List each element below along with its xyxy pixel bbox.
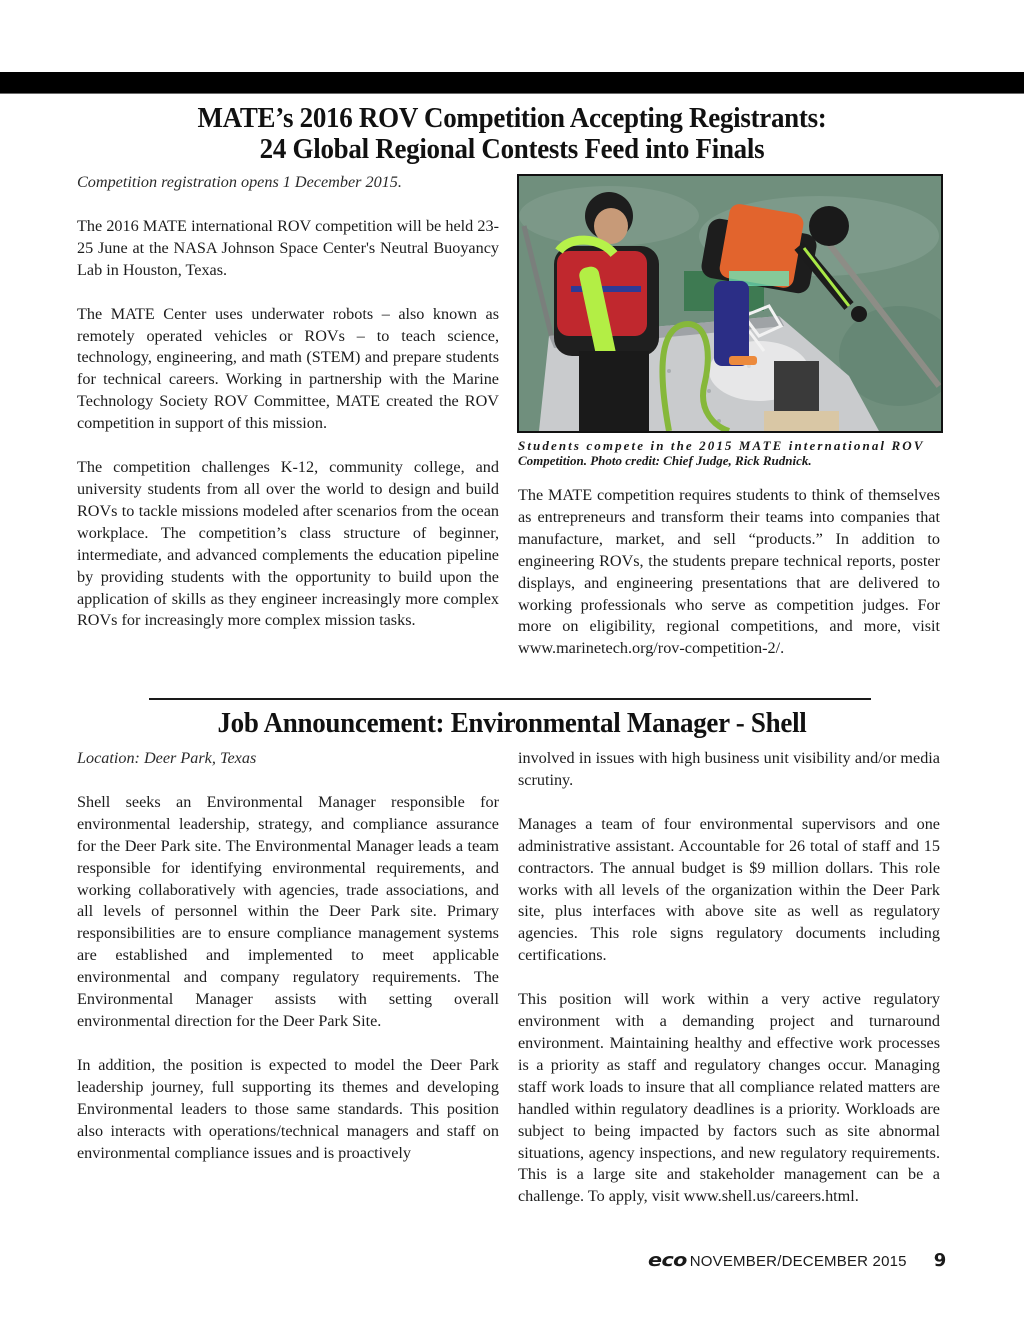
section-divider [149,698,871,700]
paragraph-job-summary: Shell seeks an Environmental Manager responsible for environmental leadership, strategy, and compliance assurance for the Deer Park site. The Environmental Manager leads a team responsible for identifying environmental requirements, and working collaboratively with agencies, trade associations, and all levels of personnel within the Deer Park site. Primary responsibilities are to ensure compliance management systems are established and implemented to meet applicable environmental and company regulatory requirements. The Environmental Manager assists with setting overall environmental direction for the Deer Park Site. [77,792,499,1030]
page-footer [648,1250,946,1271]
page-number: 9 [933,1250,947,1271]
paragraph-competition-dates: The 2016 MATE international ROV competition will be held 23-25 June at the NASA Johnson Space Center's Neutral Buoyancy Lab in Houston, Texas. [77,216,499,279]
paragraph-visibility: involved in issues with high business unit visibility and/or media scrutiny. [518,749,940,789]
article-title-line2: 24 Global Regional Contests Feed into Finals [259,133,765,165]
paragraph-mate-center: The MATE Center uses underwater robots – also known as remotely operated vehicles or ROVs – to teach science, technology, engineering, and math (STEM) and prepare students for technical careers. Working in partnership with the Marine Technology Society ROV Committee, MATE created the ROV competition in support of this mission. [77,304,499,433]
photo-caption-line2: Competition. Photo credit: Chief Judge, Rick Rudnick. [518,453,812,468]
photo-caption [518,438,940,468]
article-title-line1: MATE’s 2016 ROV Competition Accepting Registrants: [197,102,827,134]
article-title-mate [36,103,988,165]
article-job-left-column [77,748,499,1186]
article-title-job: Job Announcement: Environmental Manager - Shell [217,707,807,739]
header-bar [0,72,1024,94]
paragraph-leadership: In addition, the position is expected to model the Deer Park leadership journey, full supporting its themes and developing Environmental leaders to those same standards. This position also interacts with operations/technical managers and staff on environmental compliance issues and is proactively [77,1055,499,1162]
job-location: Location: Deer Park, Texas [77,749,257,767]
issue-date: NOVEMBER/DECEMBER 2015 [689,1253,907,1270]
article-mate-right-column [518,485,940,682]
photo-caption-line1: Students compete in the 2015 MATE international ROV [518,438,925,453]
paragraph-team: Manages a team of four environmental supervisors and one administrative assistant. Accountable for 26 total of staff and 15 contractors. The annual budget is $9 million dollars. This role works with all levels of the organization within the Deer Park site, plus interfaces with above site as well as regulatory agencies. This role signs regulatory documents including certifications. [518,814,940,965]
registration-note: Competition registration opens 1 December 2015. [77,173,402,191]
paragraph-competition-challenges: The competition challenges K-12, community college, and university students from all over the world to design and build ROVs to tackle missions modeled after scenarios from the ocean workplace. The competition’s class structure of beginner, intermediate, and advanced complements the education pipeline by providing students with the opportunity to build upon the application of skills as they engineer increasingly more complex ROVs for increasingly more complex mission tasks. [77,458,499,630]
paragraph-environment: This position will work within a very active regulatory environment with a demanding project and turnaround environment. Maintaining healthy and effective work processes is a priority as staff and regulatory changes occur. Managing staff work loads to insure that all compliance related matters are handled within regulatory deadlines is a priority. Workloads are subject to being impacted by factors such as site abnormal situations, agency inspections, and new regulatory requirements. This is a large site and stakeholder management can be a challenge. To apply, visit www.shell.us/careers.html. [518,990,940,1206]
competition-photo [517,174,943,433]
eco-logo: eco [648,1250,687,1271]
article-mate-left-column [77,172,499,654]
paragraph-entrepreneurs: The MATE competition requires students to think of themselves as entrepreneurs and transform their teams into companies that manufacture, market, and sell “products.” In addition to engineering ROVs, the students prepare technical reports, poster displays, and engineering presentations that are delivered to working professionals who serve as competition judges. For more on eligibility, regional competitions, and more, visit www.marinetech.org/rov-competition-2/. [518,486,940,658]
article-job-right-column [518,748,940,1230]
